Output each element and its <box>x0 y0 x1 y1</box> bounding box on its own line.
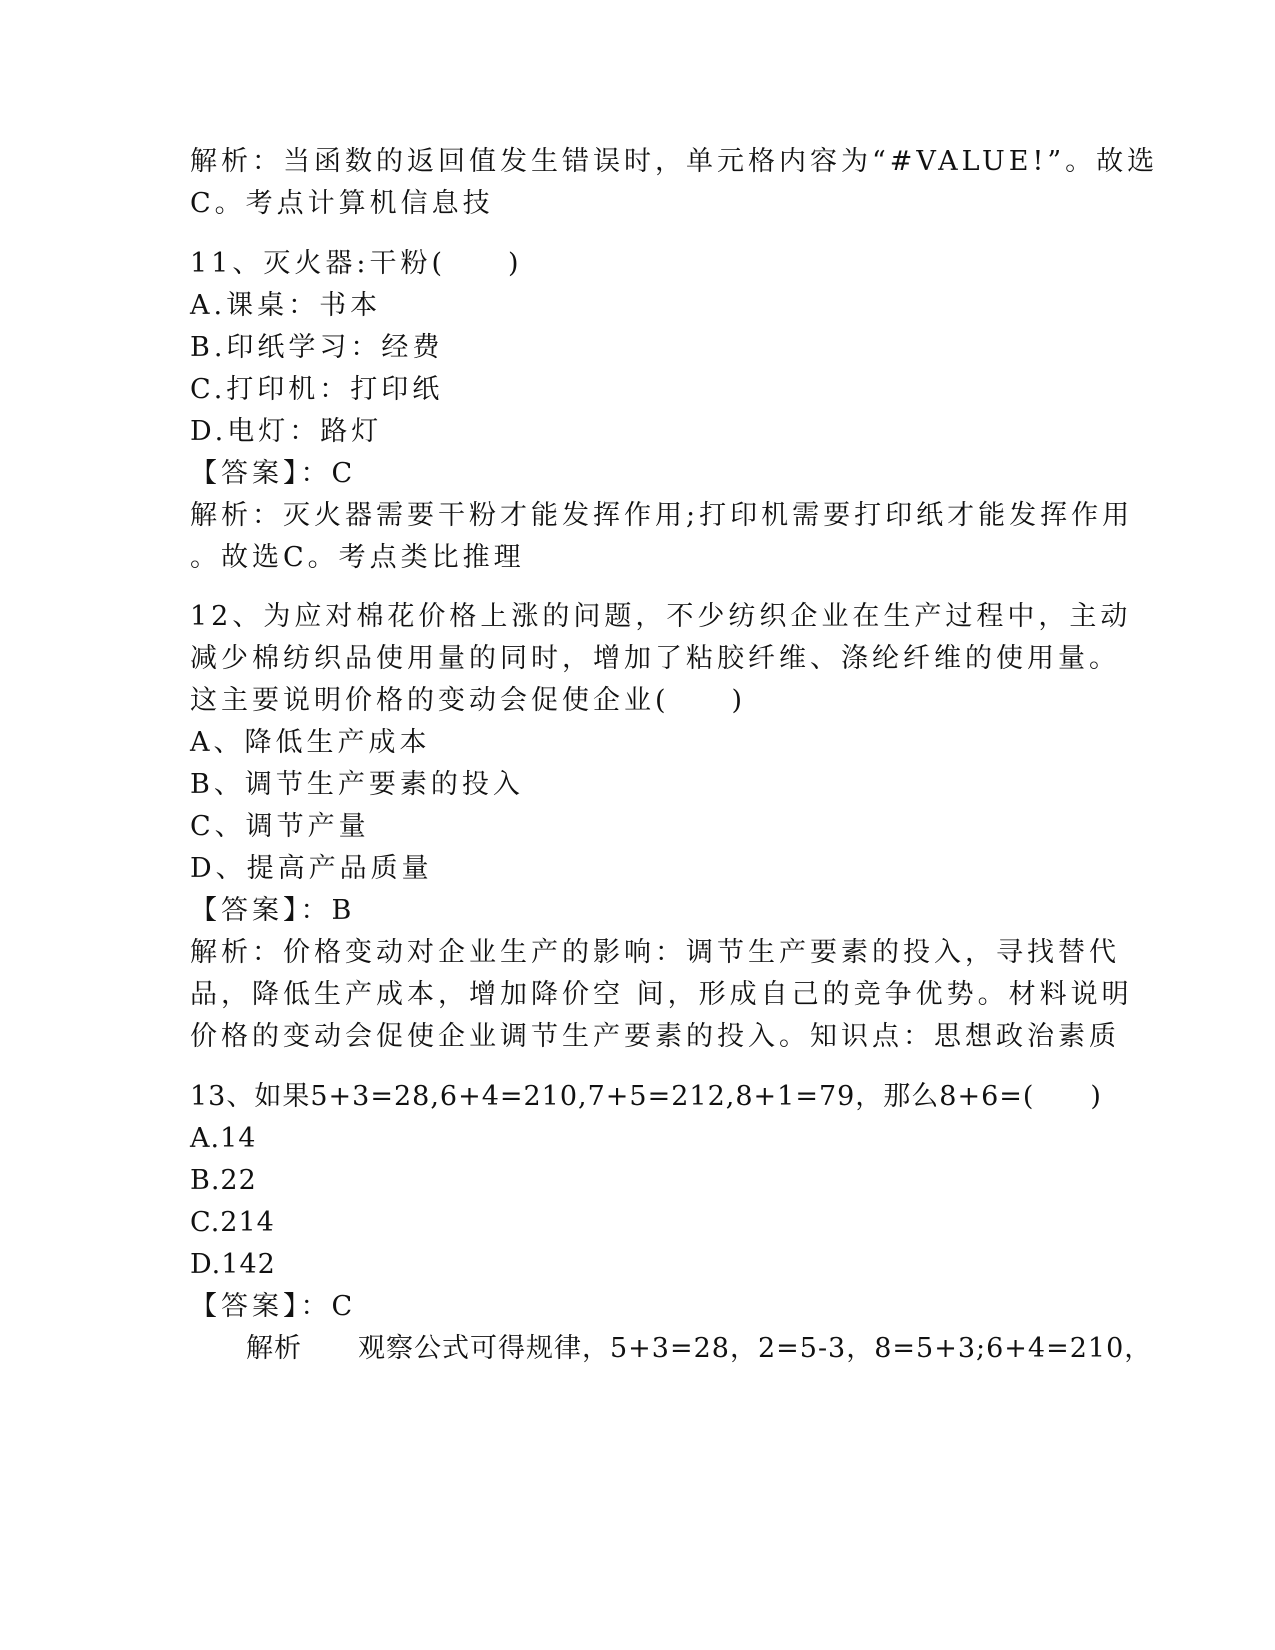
question-12-option-c: C、调节产量 <box>190 811 370 842</box>
question-12-stem-line3: 这主要说明价格的变动会促使企业( ) <box>190 685 747 716</box>
question-11-option-a: A.课桌：书本 <box>190 290 382 321</box>
question-13-option-b: B.22 <box>190 1165 257 1196</box>
question-12-option-b: B、调节生产要素的投入 <box>190 769 524 800</box>
question-13-stem: 13、如果5+3=28,6+4=210,7+5=212,8+1=79，那么8+6=( ) <box>190 1081 1102 1112</box>
question-12-stem-line1: 12、为应对棉花价格上涨的问题，不少纺织企业在生产过程中，主动 <box>190 601 1132 632</box>
question-13-answer: 【答案】：C <box>190 1291 357 1322</box>
question-13-explanation-line1: 解析 观察公式可得规律，5+3=28，2=5-3，8=5+3;6+4=210， <box>246 1333 1153 1364</box>
question-13-option-a: A.14 <box>190 1123 257 1154</box>
question-12-explanation-line3: 价格的变动会促使企业调节生产要素的投入。知识点：思想政治素质 <box>190 1021 1120 1052</box>
question-11-stem: 11、灭火器:干粉( ) <box>190 248 523 279</box>
question-12-explanation-line1: 解析：价格变动对企业生产的影响：调节生产要素的投入，寻找替代 <box>190 937 1120 968</box>
question-12-answer: 【答案】：B <box>190 895 356 926</box>
explanation-q10-line2: C。考点计算机信息技 <box>190 188 494 219</box>
question-12-stem-line2: 减少棉纺织品使用量的同时，增加了粘胶纤维、涤纶纤维的使用量。 <box>190 643 1120 674</box>
explanation-q10-line1: 解析：当函数的返回值发生错误时，单元格内容为“#VALUE!”。故选 <box>190 146 1159 177</box>
question-11-explanation-line2: 。故选C。考点类比推理 <box>190 542 525 573</box>
question-11-option-d: D.电灯：路灯 <box>190 416 383 447</box>
question-12-option-d: D、提高产品质量 <box>190 853 433 884</box>
question-12-explanation-line2: 品，降低生产成本，增加降价空 间，形成自己的竞争优势。材料说明 <box>190 979 1133 1010</box>
question-11-explanation-line1: 解析：灭火器需要干粉才能发挥作用;打印机需要打印纸才能发挥作用 <box>190 500 1134 531</box>
question-11-option-b: B.印纸学习：经费 <box>190 332 444 363</box>
question-13-option-c: C.214 <box>190 1207 275 1238</box>
question-11-answer: 【答案】：C <box>190 458 357 489</box>
question-11-option-c: C.打印机：打印纸 <box>190 374 444 405</box>
question-13-option-d: D.142 <box>190 1249 276 1280</box>
question-12-option-a: A、降低生产成本 <box>190 727 431 758</box>
